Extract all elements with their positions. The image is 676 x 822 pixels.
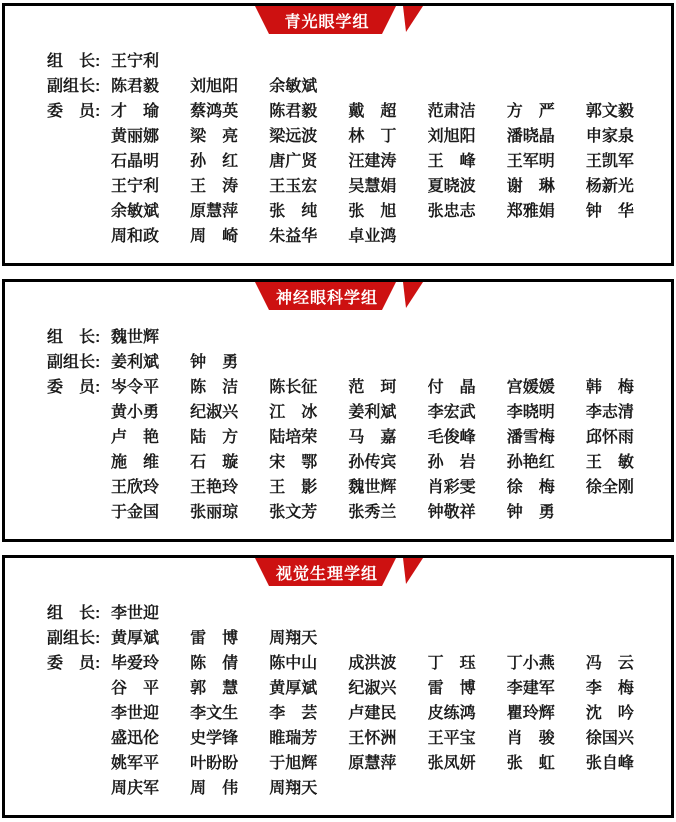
member-name: 朱益华 bbox=[269, 228, 318, 245]
member-name: 范肃洁 bbox=[427, 103, 476, 120]
member-name: 王 峰 bbox=[427, 153, 476, 170]
member-name: 姚军平 bbox=[111, 755, 160, 772]
member-row bbox=[47, 601, 665, 626]
member-name: 王平宝 bbox=[427, 730, 476, 747]
row-names bbox=[111, 701, 665, 726]
member-name: 冯 云 bbox=[585, 655, 634, 672]
row-names bbox=[111, 676, 665, 701]
member-name: 李 梅 bbox=[585, 680, 634, 697]
row-names bbox=[111, 174, 665, 199]
member-name: 黄小勇 bbox=[111, 404, 160, 421]
member-name: 毕爱玲 bbox=[111, 655, 160, 672]
row-label: 组 长: bbox=[47, 53, 101, 70]
member-row bbox=[47, 425, 665, 450]
member-name: 王玉宏 bbox=[269, 178, 318, 195]
member-name: 李 芸 bbox=[269, 705, 318, 722]
row-names bbox=[111, 601, 665, 626]
group-title: 视觉生理学组 bbox=[275, 565, 378, 583]
member-name: 刘旭阳 bbox=[427, 128, 476, 145]
member-name: 陆 方 bbox=[190, 429, 239, 446]
member-name: 姜利斌 bbox=[348, 404, 397, 421]
member-name: 雷 博 bbox=[427, 680, 476, 697]
row-label: 副组长: bbox=[47, 78, 101, 95]
member-row bbox=[47, 400, 665, 425]
member-row bbox=[47, 124, 665, 149]
member-name: 王怀洲 bbox=[348, 730, 397, 747]
row-names bbox=[111, 425, 665, 450]
member-name: 王军明 bbox=[506, 153, 555, 170]
member-name: 张 旭 bbox=[348, 203, 397, 220]
member-name: 李世迎 bbox=[111, 605, 160, 622]
member-name: 徐国兴 bbox=[585, 730, 634, 747]
member-name: 戴 超 bbox=[348, 103, 397, 120]
member-name: 林 丁 bbox=[348, 128, 397, 145]
member-name: 黄丽娜 bbox=[111, 128, 160, 145]
member-name: 卢 艳 bbox=[111, 429, 160, 446]
group-title: 神经眼科学组 bbox=[275, 289, 378, 307]
row-label: 委 员: bbox=[47, 103, 101, 120]
member-name: 姜利斌 bbox=[111, 354, 160, 371]
member-name: 周 伟 bbox=[190, 780, 239, 797]
member-name: 郭 慧 bbox=[190, 680, 239, 697]
member-name: 李文生 bbox=[190, 705, 239, 722]
member-name: 杨新光 bbox=[585, 178, 634, 195]
member-row bbox=[47, 174, 665, 199]
group-rows bbox=[47, 49, 665, 249]
member-name: 成洪波 bbox=[348, 655, 397, 672]
member-name: 魏世辉 bbox=[348, 479, 397, 496]
member-name: 陈君毅 bbox=[111, 78, 160, 95]
member-name: 潘晓晶 bbox=[506, 128, 555, 145]
member-row bbox=[47, 676, 665, 701]
member-row bbox=[47, 49, 665, 74]
member-name: 黄厚斌 bbox=[111, 630, 160, 647]
member-row bbox=[47, 199, 665, 224]
member-row bbox=[47, 701, 665, 726]
member-name: 周和政 bbox=[111, 228, 160, 245]
row-label: 委 员: bbox=[47, 655, 101, 672]
member-name: 郑雅娟 bbox=[506, 203, 555, 220]
member-name: 肖 骏 bbox=[506, 730, 555, 747]
member-name: 李志清 bbox=[585, 404, 634, 421]
row-names bbox=[111, 149, 665, 174]
row-names bbox=[111, 49, 665, 74]
member-name: 卢建民 bbox=[348, 705, 397, 722]
member-name: 盛迅伦 bbox=[111, 730, 160, 747]
member-name: 施 维 bbox=[111, 454, 160, 471]
member-row bbox=[47, 751, 665, 776]
member-name: 王 涛 bbox=[190, 178, 239, 195]
member-name: 纪淑兴 bbox=[348, 680, 397, 697]
member-name: 于金国 bbox=[111, 504, 160, 521]
member-row bbox=[47, 375, 665, 400]
member-name: 李世迎 bbox=[111, 705, 160, 722]
member-name: 付 晶 bbox=[427, 379, 476, 396]
row-names bbox=[111, 626, 665, 651]
member-name: 陈中山 bbox=[269, 655, 318, 672]
row-names bbox=[111, 99, 665, 124]
row-label: 副组长: bbox=[47, 354, 101, 371]
member-name: 张 纯 bbox=[269, 203, 318, 220]
member-name: 唐广贤 bbox=[269, 153, 318, 170]
member-name: 江 冰 bbox=[269, 404, 318, 421]
member-name: 韩 梅 bbox=[585, 379, 634, 396]
group-rows bbox=[47, 601, 665, 801]
group-ribbon bbox=[253, 6, 423, 34]
member-name: 吴慧娟 bbox=[348, 178, 397, 195]
member-name: 瞿玲辉 bbox=[506, 705, 555, 722]
member-row bbox=[47, 350, 665, 375]
member-name: 孙 岩 bbox=[427, 454, 476, 471]
member-name: 王宁利 bbox=[111, 53, 160, 70]
member-name: 陈 倩 bbox=[190, 655, 239, 672]
member-name: 孙 红 bbox=[190, 153, 239, 170]
member-name: 叶盼盼 bbox=[190, 755, 239, 772]
member-name: 岑令平 bbox=[111, 379, 160, 396]
group-section bbox=[2, 279, 674, 542]
member-name: 钟 勇 bbox=[190, 354, 239, 371]
member-name: 范 珂 bbox=[348, 379, 397, 396]
row-names bbox=[111, 325, 665, 350]
member-name: 睢瑞芳 bbox=[269, 730, 318, 747]
group-ribbon bbox=[253, 558, 423, 586]
row-names bbox=[111, 224, 665, 249]
member-row bbox=[47, 726, 665, 751]
member-name: 宫媛媛 bbox=[506, 379, 555, 396]
member-name: 李晓明 bbox=[506, 404, 555, 421]
member-name: 徐全刚 bbox=[585, 479, 634, 496]
member-name: 陆培荣 bbox=[269, 429, 318, 446]
member-name: 皮练鸿 bbox=[427, 705, 476, 722]
row-names bbox=[111, 124, 665, 149]
row-names bbox=[111, 74, 665, 99]
row-names bbox=[111, 751, 665, 776]
row-label: 组 长: bbox=[47, 605, 101, 622]
row-label: 委 员: bbox=[47, 379, 101, 396]
member-row bbox=[47, 626, 665, 651]
member-name: 王宁利 bbox=[111, 178, 160, 195]
member-name: 黄厚斌 bbox=[269, 680, 318, 697]
member-name: 张凤妍 bbox=[427, 755, 476, 772]
member-name: 夏晓波 bbox=[427, 178, 476, 195]
member-name: 陈 洁 bbox=[190, 379, 239, 396]
member-name: 汪建涛 bbox=[348, 153, 397, 170]
member-name: 张文芳 bbox=[269, 504, 318, 521]
member-row bbox=[47, 224, 665, 249]
group-section bbox=[2, 3, 674, 266]
member-name: 王 影 bbox=[269, 479, 318, 496]
member-name: 周翔天 bbox=[269, 780, 318, 797]
member-name: 魏世辉 bbox=[111, 329, 160, 346]
member-name: 丁小燕 bbox=[506, 655, 555, 672]
member-name: 邱怀雨 bbox=[585, 429, 634, 446]
member-name: 刘旭阳 bbox=[190, 78, 239, 95]
member-row bbox=[47, 74, 665, 99]
member-name: 蔡鸿英 bbox=[190, 103, 239, 120]
member-name: 纪淑兴 bbox=[190, 404, 239, 421]
member-name: 梁 亮 bbox=[190, 128, 239, 145]
member-row bbox=[47, 500, 665, 525]
group-title: 青光眼学组 bbox=[284, 13, 370, 31]
row-names bbox=[111, 199, 665, 224]
row-names bbox=[111, 726, 665, 751]
member-name: 张丽琼 bbox=[190, 504, 239, 521]
member-name: 周 崎 bbox=[190, 228, 239, 245]
member-name: 王 敏 bbox=[585, 454, 634, 471]
member-name: 周翔天 bbox=[269, 630, 318, 647]
member-name: 张 虹 bbox=[506, 755, 555, 772]
member-name: 毛俊峰 bbox=[427, 429, 476, 446]
member-name: 申家泉 bbox=[585, 128, 634, 145]
member-name: 王艳玲 bbox=[190, 479, 239, 496]
member-name: 张秀兰 bbox=[348, 504, 397, 521]
row-names bbox=[111, 776, 665, 801]
group-rows bbox=[47, 325, 665, 525]
member-name: 陈长征 bbox=[269, 379, 318, 396]
row-names bbox=[111, 651, 665, 676]
member-name: 才 瑜 bbox=[111, 103, 160, 120]
member-row bbox=[47, 99, 665, 124]
member-name: 潘雪梅 bbox=[506, 429, 555, 446]
row-label: 副组长: bbox=[47, 630, 101, 647]
member-name: 郭文毅 bbox=[585, 103, 634, 120]
member-name: 钟敬祥 bbox=[427, 504, 476, 521]
row-label: 组 长: bbox=[47, 329, 101, 346]
member-name: 宋 鄂 bbox=[269, 454, 318, 471]
row-names bbox=[111, 450, 665, 475]
member-name: 原慧萍 bbox=[348, 755, 397, 772]
member-name: 肖彩雯 bbox=[427, 479, 476, 496]
member-name: 陈君毅 bbox=[269, 103, 318, 120]
member-name: 谢 琳 bbox=[506, 178, 555, 195]
member-row bbox=[47, 651, 665, 676]
member-name: 张自峰 bbox=[585, 755, 634, 772]
member-row bbox=[47, 149, 665, 174]
member-name: 马 嘉 bbox=[348, 429, 397, 446]
member-name: 沈 吟 bbox=[585, 705, 634, 722]
member-name: 钟 华 bbox=[585, 203, 634, 220]
member-row bbox=[47, 325, 665, 350]
member-name: 石 璇 bbox=[190, 454, 239, 471]
member-name: 李建军 bbox=[506, 680, 555, 697]
row-names bbox=[111, 375, 665, 400]
member-name: 徐 梅 bbox=[506, 479, 555, 496]
member-name: 梁远波 bbox=[269, 128, 318, 145]
member-name: 方 严 bbox=[506, 103, 555, 120]
member-name: 余敏斌 bbox=[269, 78, 318, 95]
member-row bbox=[47, 475, 665, 500]
member-name: 余敏斌 bbox=[111, 203, 160, 220]
member-name: 周庆军 bbox=[111, 780, 160, 797]
member-name: 卓业鸿 bbox=[348, 228, 397, 245]
member-name: 原慧萍 bbox=[190, 203, 239, 220]
member-name: 张忠志 bbox=[427, 203, 476, 220]
member-name: 石晶明 bbox=[111, 153, 160, 170]
member-name: 谷 平 bbox=[111, 680, 160, 697]
group-ribbon bbox=[253, 282, 423, 310]
group-section bbox=[2, 555, 674, 818]
row-names bbox=[111, 400, 665, 425]
member-name: 王欣玲 bbox=[111, 479, 160, 496]
member-name: 史学锋 bbox=[190, 730, 239, 747]
member-name: 钟 勇 bbox=[506, 504, 555, 521]
row-names bbox=[111, 500, 665, 525]
member-name: 李宏武 bbox=[427, 404, 476, 421]
member-row bbox=[47, 776, 665, 801]
member-name: 孙传宾 bbox=[348, 454, 397, 471]
member-row bbox=[47, 450, 665, 475]
member-name: 孙艳红 bbox=[506, 454, 555, 471]
member-name: 王凯军 bbox=[585, 153, 634, 170]
row-names bbox=[111, 475, 665, 500]
member-name: 于旭辉 bbox=[269, 755, 318, 772]
member-name: 丁 珏 bbox=[427, 655, 476, 672]
member-name: 雷 博 bbox=[190, 630, 239, 647]
row-names bbox=[111, 350, 665, 375]
